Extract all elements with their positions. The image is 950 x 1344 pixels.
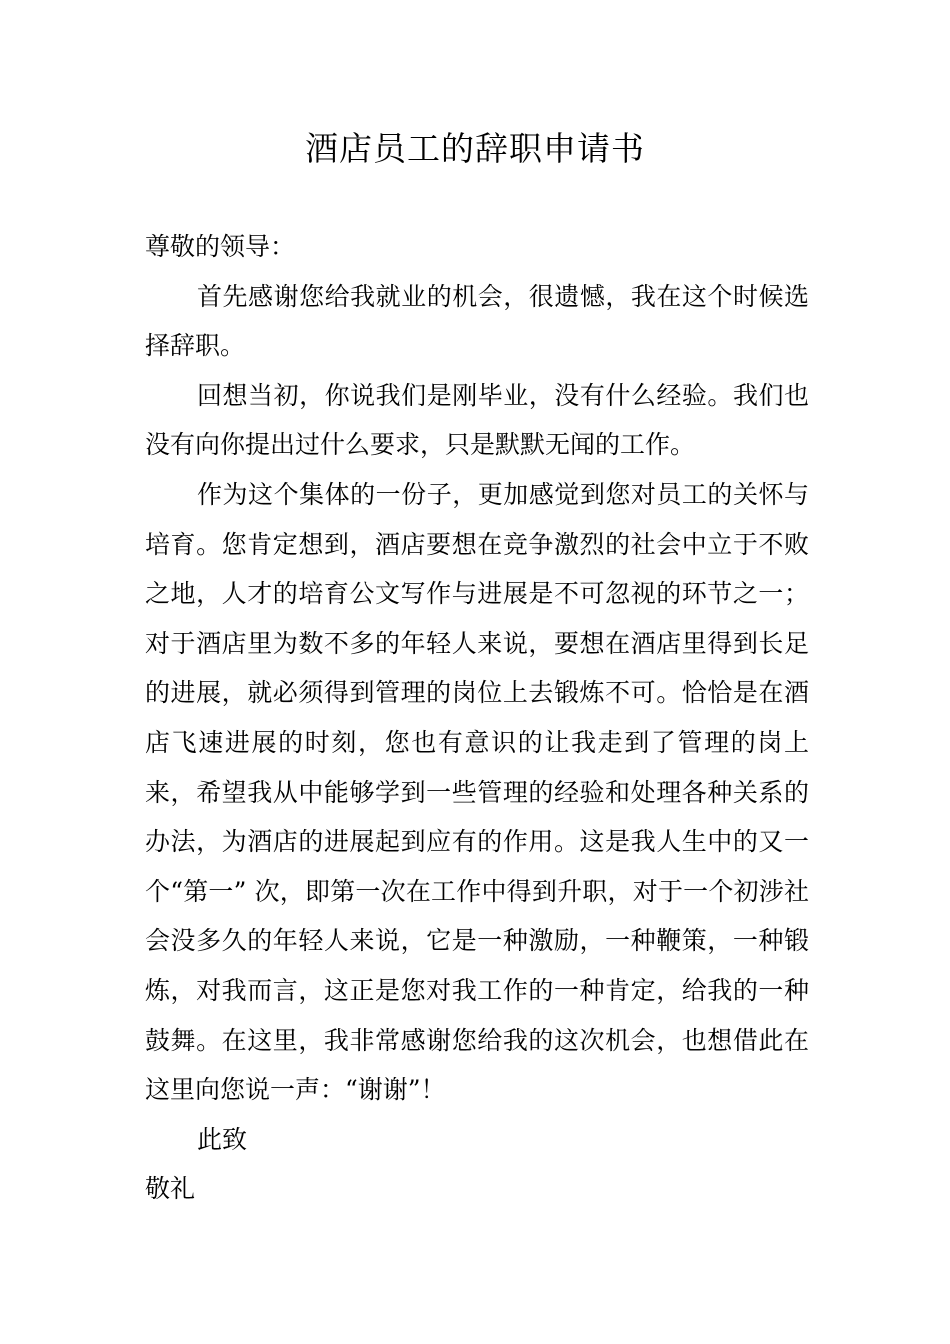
closing: 此致: [197, 1124, 248, 1154]
paragraph-1: 首先感谢您给我就业的机会，很遗憾，我在这个时候选择辞职。: [145, 281, 809, 361]
document-title: 酒店员工的辞职申请书: [305, 129, 645, 168]
salutation: 尊敬的领导：: [145, 232, 296, 261]
paragraph-3: 作为这个集体的一份子，更加感觉到您对员工的关怀与培育。您肯定想到，酒店要想在竞争激烈的社会中立于不败之地，人才的培育公文写作与进展是不可忽视的环节之一；对于酒店里为数不多的年轻人来说，要想在酒店里得到长足的进展，就必须得到管理的岗位上去锻炼不可。恰恰是在酒店飞速进展的时刻，您也有意识的让我走到了管理的岗上来，希望我从中能够学到一些管理的经验和处理各种关系的办法，为酒店的进展起到应有的作用。这是我人生中的又一个“第一” 次，即第一次在工作中得到升职，对于一个初涉社会没多久的年轻人来说，它是一种激励，一种鞭策，一种锻炼，对我而言，这正是您对我工作的一种肯定，给我的一种鼓舞。在这里，我非常感谢您给我的这次机会，也想借此在这里向您说一声：“谢谢”！: [145, 479, 809, 1105]
letter-body: [145, 222, 809, 1214]
regards: 敬礼: [145, 1174, 196, 1204]
paragraph-2: 回想当初，你说我们是刚毕业，没有什么经验。我们也没有向你提出过什么要求，只是默默无闻的工作。: [145, 380, 809, 460]
